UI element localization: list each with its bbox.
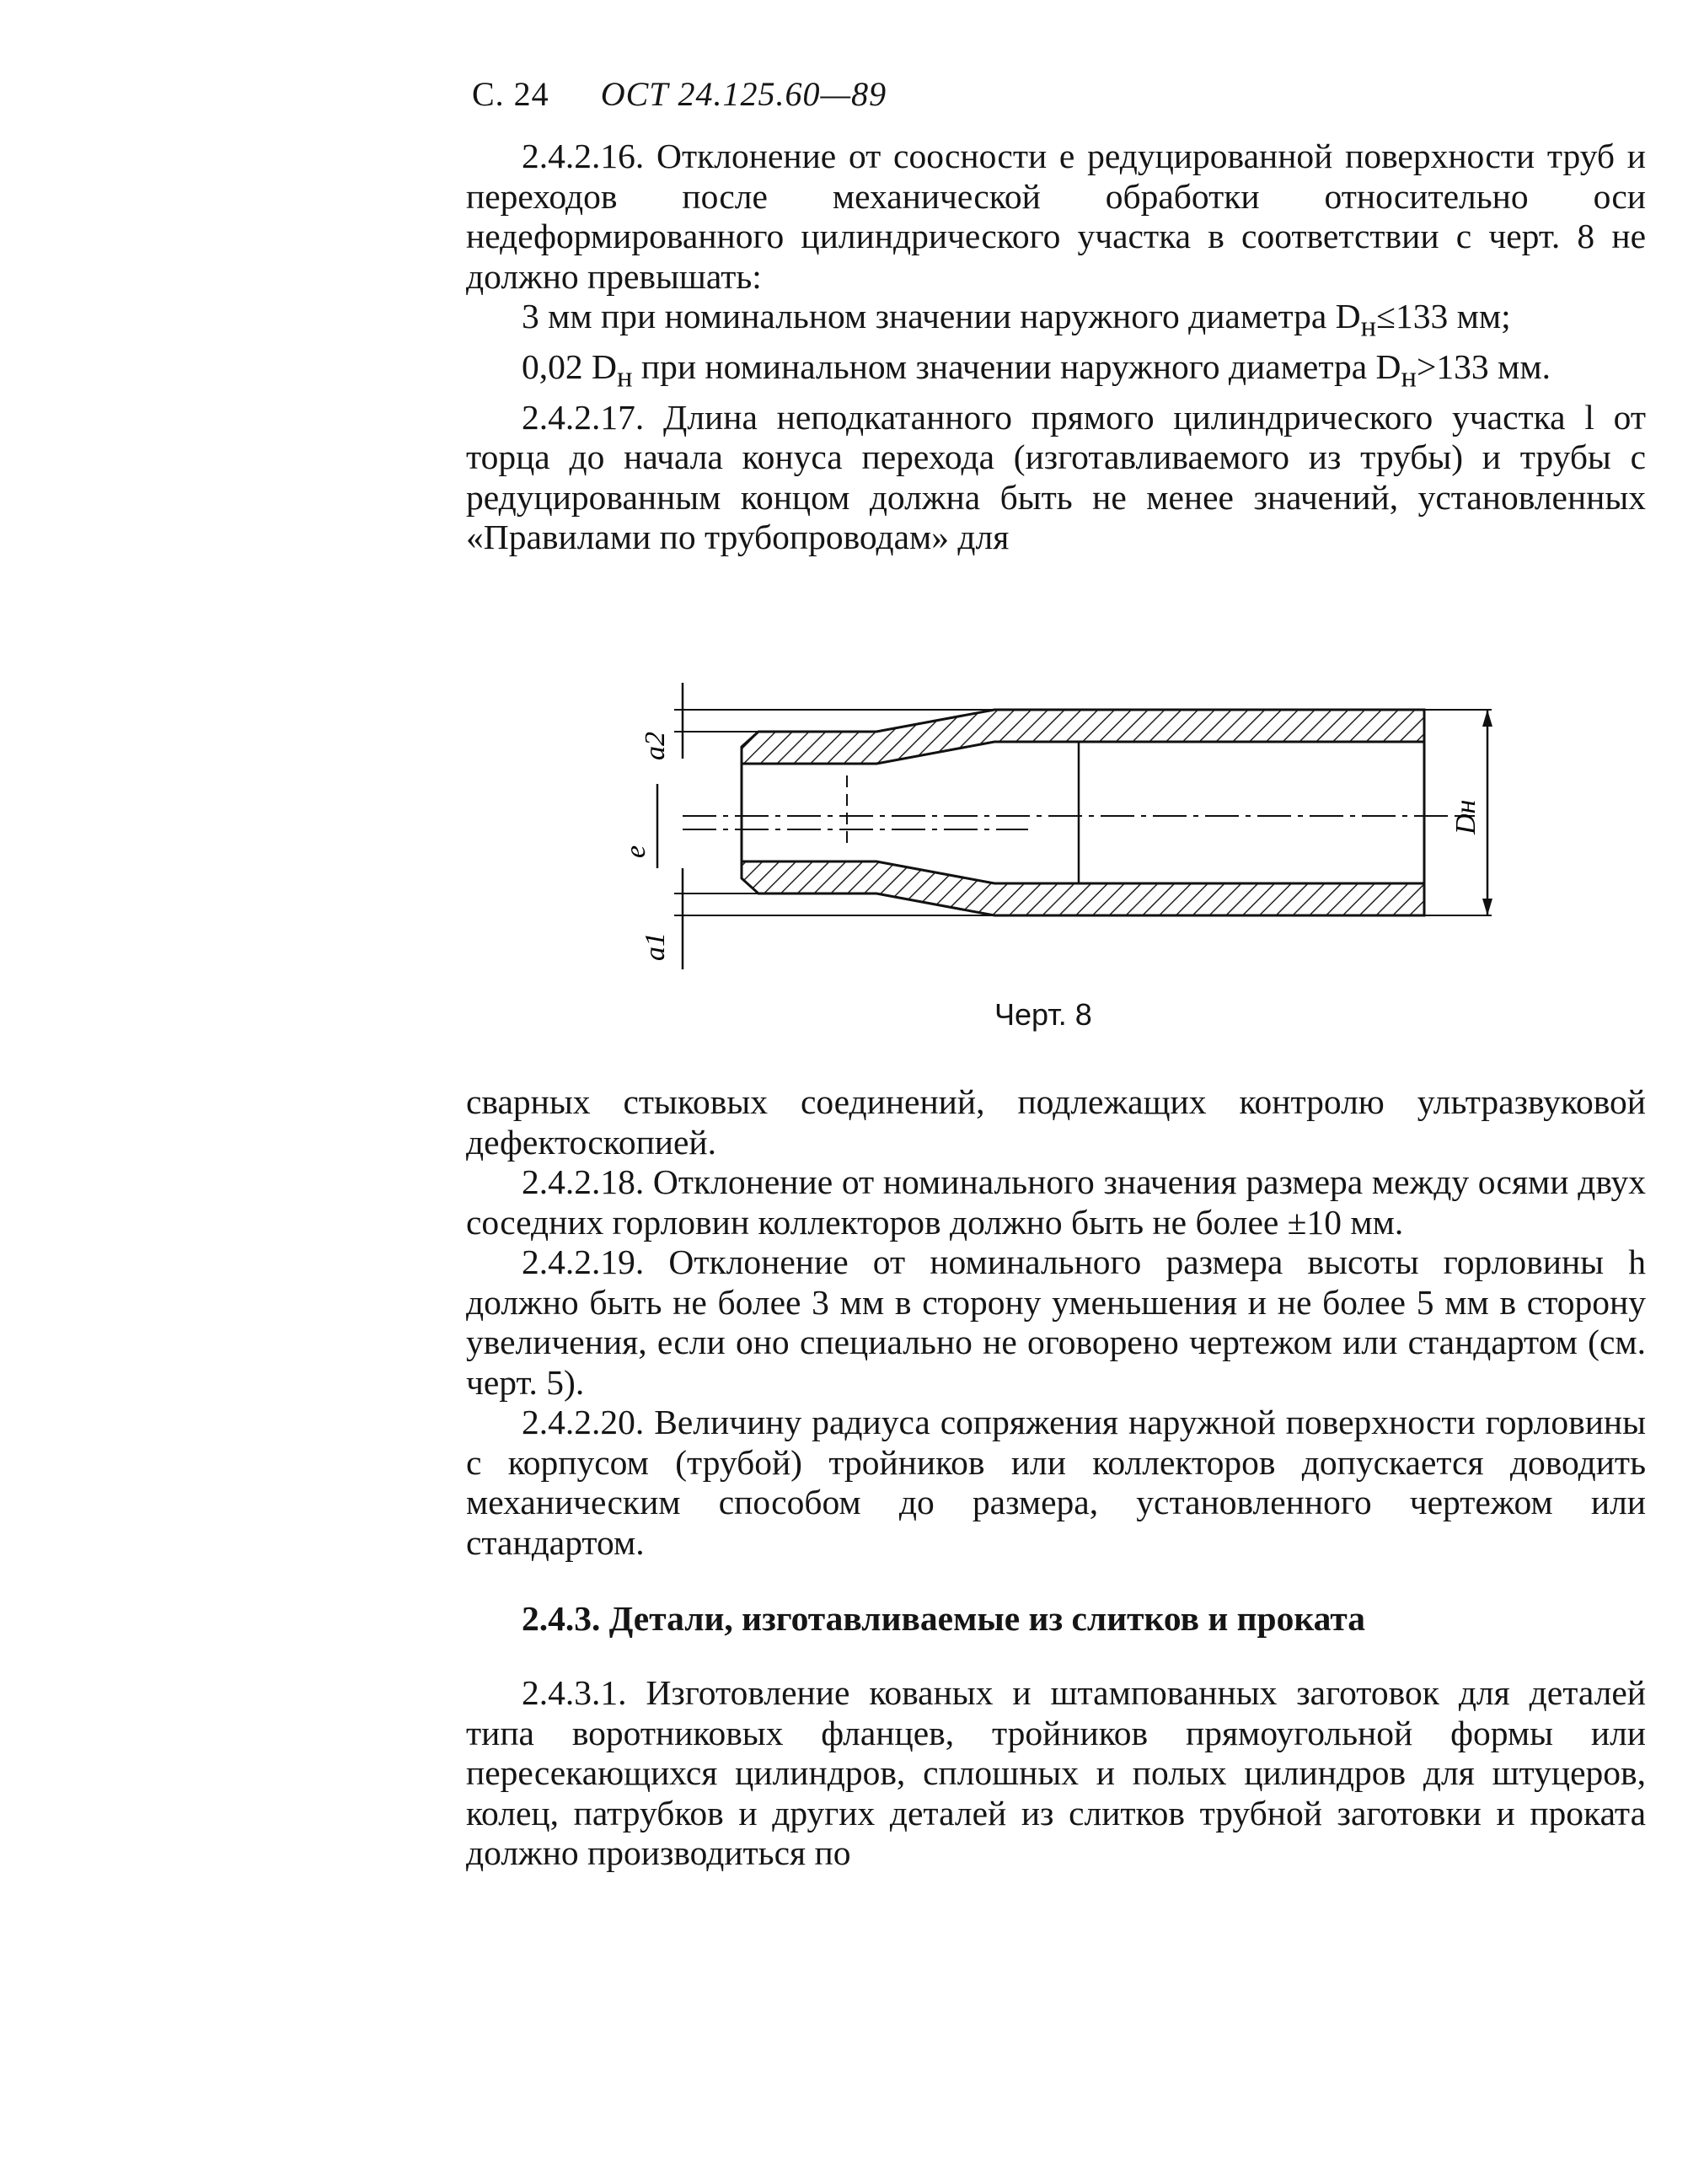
paragraph-2-4-2-19: 2.4.2.19. Отклонение от номинального размера высоты горловины h должно быть не более 3 мм в сторону уменьшения и не более 5 мм в сторону увеличения, если оно специально не оговорено чертежом или стандартом (см. черт. 5). [466, 1242, 1646, 1402]
paragraph-continuation: сварных стыковых соединений, подлежащих контролю ультразвуковой дефектоскопией. [466, 1082, 1646, 1162]
text-block-top [466, 137, 1646, 558]
bottom-wall-section [742, 861, 1424, 915]
paragraph-2-4-2-20: 2.4.2.20. Величину радиуса сопряжения наружной поверхности горловины с корпусом (трубой) тройников или коллекторов допускается доводить механическим способом до размера, установленного чертежом или стандартом. [466, 1403, 1646, 1562]
drawing-8 [620, 666, 1517, 986]
paragraph-2-4-2-17: 2.4.2.17. Длина неподкатанного прямого цилиндрического участка l от торца до начала конуса перехода (изготавливаемого из трубы) и трубы с редуцированным концом должна быть не менее значений, установленных «Правилами по трубопроводам» для [466, 397, 1646, 557]
top-wall-section [742, 710, 1424, 764]
figure-caption: Черт. 8 [994, 997, 1092, 1032]
standard-code: ОСТ 24.125.60—89 [600, 75, 887, 113]
dim-label-a2: a2 [640, 732, 671, 760]
paragraph-2-4-3-1: 2.4.3.1. Изготовление кованых и штампованных заготовок для деталей типа воротниковых фланцев, тройников прямоугольной формы или пересекающихся цилиндров, сплошных и полых цилиндров для штуцеров, колец, патрубков и других деталей из слитков трубной заготовки и проката должно производиться по [466, 1673, 1646, 1872]
page-header [472, 74, 887, 114]
tolerance-line-1: 3 мм при номинальном значении наружного диаметра $D_н\le 133$ мм; [522, 297, 1511, 343]
dim-label-e: e [620, 845, 651, 858]
text-block-middle [466, 1082, 1646, 1563]
dim-label-dn: Dн [1450, 799, 1482, 834]
page-number: С. 24 [472, 75, 549, 113]
section-heading-2-4-3: 2.4.3. Детали, изготавливаемые из слитков и проката [522, 1599, 1365, 1638]
paragraph-2-4-2-18: 2.4.2.18. Отклонение от номинального значения размера между осями двух соседних горловин коллекторов должно быть не более ±10 мм. [466, 1162, 1646, 1242]
paragraph-2-4-2-16: 2.4.2.16. Отклонение от соосности e редуцированной поверхности труб и переходов после механической обработки относительно оси недеформированного цилиндрического участка в соответствии с черт. 8 не должно превышать: [466, 137, 1646, 296]
tolerance-line-2: 0,02 $D_н$ при номинальном значении наружного диаметра $D_н>133$ мм. [522, 346, 1551, 394]
text-block-bottom [466, 1673, 1646, 1874]
dim-label-a1: a1 [640, 932, 671, 961]
